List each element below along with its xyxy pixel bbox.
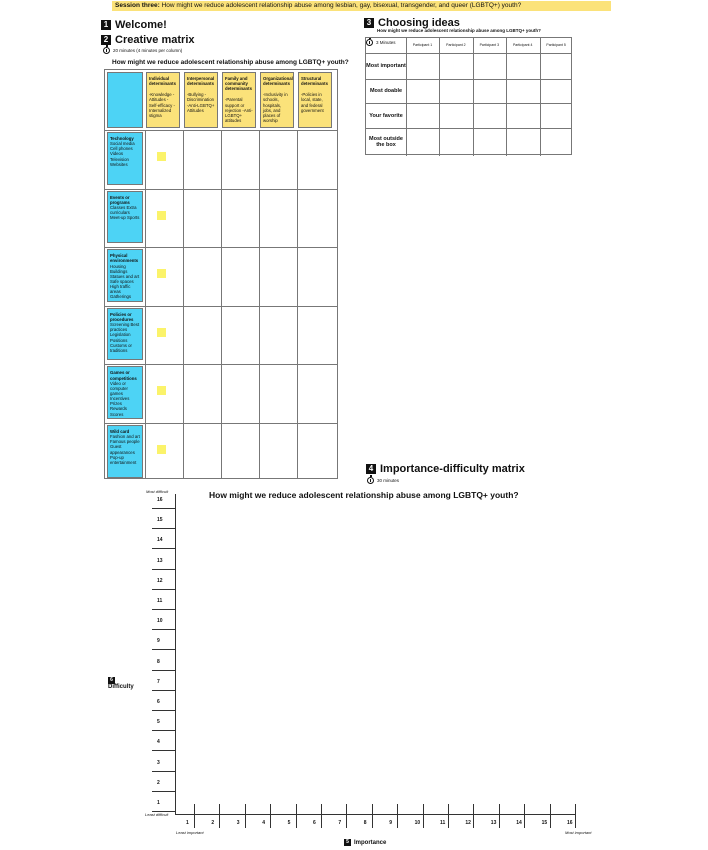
y-axis-label: Difficulty [108,684,134,690]
x-axis-left-label: Least important [176,830,204,835]
y-tick [152,609,175,610]
step-number: 2 [101,35,111,45]
x-tick [270,804,271,828]
row-body: Fashion and art Famous people Guest appearances Pop-up entertainment [110,434,140,465]
y-tick-label: 8 [157,658,160,665]
x-axis-label: Importance [354,839,387,846]
x-tick-label: 14 [516,820,522,826]
column-divider [297,130,298,478]
criteria-label: Most important [366,63,406,69]
y-tick [152,690,175,691]
column-body: -Parental support or rejection -Anti-LGBTQ+ attitudes [225,97,253,124]
column-divider [145,130,146,478]
column-title: Organizational determinants [263,76,293,87]
y-tick-label: 2 [157,779,160,786]
matrix-column-header [222,72,256,128]
x-tick [219,804,220,828]
importance-timer [367,477,399,484]
y-tick [152,508,175,509]
row-title: Wild card [110,429,130,434]
y-tick-label: 7 [157,678,160,685]
axis-number: 5 [344,839,351,846]
row-divider [366,128,571,129]
column-divider [259,130,260,478]
y-tick-label: 5 [157,719,160,726]
column-divider [473,38,474,156]
participant-header: Participant 1 [412,43,433,47]
x-tick-label: 13 [490,820,497,826]
column-title: Interpersonal determinants [187,76,215,87]
row-body: Housing Buildings Statues and art Safe spaces High traffic areas Gatherings [110,263,140,300]
column-body: -Inclusivity in schools, hospitals, jobs, and places of worship [263,92,288,124]
x-tick [524,804,525,828]
y-axis-title [108,677,134,690]
timer-text: 30 minutes [377,478,400,483]
step-importance-difficulty [366,463,525,475]
step-creative-matrix [101,34,195,46]
column-title: Individual determinants [149,76,176,87]
row-body: Classes Extra curriculars Meet-up Sports [110,204,140,221]
y-tick [152,771,175,772]
x-tick [575,804,576,828]
creative-matrix [104,69,338,479]
x-tick-label: 2 [211,820,215,826]
session-label: Session three: [115,2,160,9]
importance-question: How might we reduce adolescent relationship abuse among LGBTQ+ youth? [209,490,519,500]
x-tick [499,804,500,828]
column-divider [221,130,222,478]
step-title: Creative matrix [115,34,195,46]
sticky-note[interactable] [157,386,166,395]
participant-header: Participant 3 [479,43,500,47]
y-tick [152,649,175,650]
x-tick [550,804,551,828]
x-tick [346,804,347,828]
y-tick-label: 4 [157,739,160,746]
x-tick [448,804,449,828]
choosing-question: How might we reduce adolescent relationship abuse among LGBTQ+ youth? [377,28,541,33]
step-number: 3 [364,18,374,28]
sticky-note[interactable] [157,211,166,220]
x-tick [397,804,398,828]
x-tick [372,804,373,828]
column-title: Family and community determinants [225,76,252,92]
matrix-row-header [107,366,143,419]
row-divider [366,79,571,80]
timer-text: 3 Minutes [376,40,396,45]
criteria-label: Your favorite [369,112,403,119]
x-tick-label: 9 [389,820,392,826]
row-divider [366,53,571,54]
column-divider [406,38,407,156]
y-tick [152,569,175,570]
creative-question: How might we reduce adolescent relationship abuse among LGBTQ+ youth? [112,59,349,66]
y-tick-label: 11 [157,598,163,604]
row-title: Technology [110,136,134,141]
y-tick-label: 3 [157,759,160,766]
matrix-row-header [107,249,143,302]
x-tick-label: 15 [541,820,548,826]
x-tick-label: 3 [236,820,240,826]
x-tick-label: 12 [465,820,471,826]
y-tick-label: 6 [157,699,160,705]
sticky-note[interactable] [157,328,166,337]
x-tick-label: 8 [363,820,367,826]
sticky-note[interactable] [157,152,166,161]
column-body: -Knowledge -Attitudes -Self-efficacy -Internalized stigma [149,92,175,118]
x-tick-label: 6 [313,820,316,826]
column-title: Structural determinants [301,76,328,87]
y-tick [152,548,175,549]
row-body: Screening Best practices Legislation Positions Customs or traditions [110,322,140,353]
y-tick-label: 13 [157,557,163,564]
criteria-label: Most doable [369,88,403,94]
x-tick [194,804,195,828]
y-tick [152,629,175,630]
y-axis-top-label: Most difficult [146,489,169,494]
choosing-ideas-grid [365,37,572,155]
y-tick [152,750,175,751]
y-tick [152,811,175,812]
participant-header: Participant 2 [446,43,466,47]
x-tick-label: 4 [262,820,265,826]
x-tick [321,804,322,828]
step-title: Welcome! [115,19,167,31]
stopwatch-icon [367,477,374,484]
session-question: How might we reduce adolescent relationship abuse among lesbian, gay, bisexual, transgender, and queer (LGBTQ+) youth? [161,2,522,9]
x-tick-label: 5 [287,820,291,826]
row-body: Video or computer games Incentives Prizes Rewards Scores [110,380,130,417]
matrix-row-header [107,132,143,185]
step-title: Importance-difficulty matrix [380,463,525,475]
y-tick-label: 1 [157,800,160,806]
y-tick [152,710,175,711]
x-tick [296,804,297,828]
x-tick [423,804,424,828]
matrix-corner [107,72,143,128]
column-body: -Policies in local, state, and federal government [301,92,324,113]
row-title: Games or competitions [110,370,137,381]
timer-text: 20 minutes (4 minutes per column) [113,48,183,53]
participant-header: Participant 4 [512,43,533,47]
y-axis-bottom-label: Least difficult [145,812,169,817]
row-title: Physical environments [110,253,139,264]
row-title: Policies or procedures [110,311,134,322]
creative-timer [103,47,182,54]
step-welcome [101,19,167,31]
matrix-column-header [260,72,294,128]
y-tick-label: 14 [157,537,163,544]
axis-number: 6 [108,677,115,684]
x-tick-label: 11 [440,820,446,826]
step-title: Choosing ideas [378,17,460,29]
x-tick [473,804,474,828]
criteria-label: Most outside the box [369,135,403,148]
y-tick [152,730,175,731]
sticky-note[interactable] [157,269,166,278]
column-divider [183,130,184,478]
y-tick [152,528,175,529]
x-axis-title [344,839,386,846]
y-axis-line [175,494,176,814]
x-axis-line [175,814,575,815]
y-tick-label: 10 [157,618,163,625]
y-tick [152,670,175,671]
row-title: Events or programs [110,194,130,205]
stopwatch-icon [103,47,110,54]
x-tick-label: 10 [414,820,421,826]
step-number: 1 [101,20,111,30]
y-tick-label: 9 [157,638,160,645]
column-body: -Bullying -Discrimination -Anti-LGBTQ+ Attitudes [187,92,215,113]
x-tick [245,804,246,828]
participant-header: Participant 5 [546,43,566,47]
step-number: 4 [366,464,376,474]
matrix-column-header [184,72,218,128]
matrix-row-header [107,191,143,244]
column-divider [506,38,507,156]
matrix-column-header [146,72,180,128]
row-body: Social media Cell phones Videos Television Websites [110,141,135,167]
matrix-row-header [107,425,143,478]
x-tick-label: 7 [338,820,342,826]
y-tick-label: 12 [157,577,163,584]
sticky-note[interactable] [157,445,166,454]
session-banner [112,1,611,11]
y-tick [152,589,175,590]
row-divider [366,103,571,104]
x-axis-right-label: Most important [565,830,592,835]
column-divider [439,38,440,156]
matrix-row-header [107,308,143,361]
x-tick-label: 1 [186,820,189,826]
y-tick-label: 16 [157,497,163,503]
matrix-column-header [298,72,332,128]
column-divider [540,38,541,156]
y-tick-label: 15 [157,517,163,524]
x-tick-label: 16 [567,820,573,826]
y-tick [152,791,175,792]
